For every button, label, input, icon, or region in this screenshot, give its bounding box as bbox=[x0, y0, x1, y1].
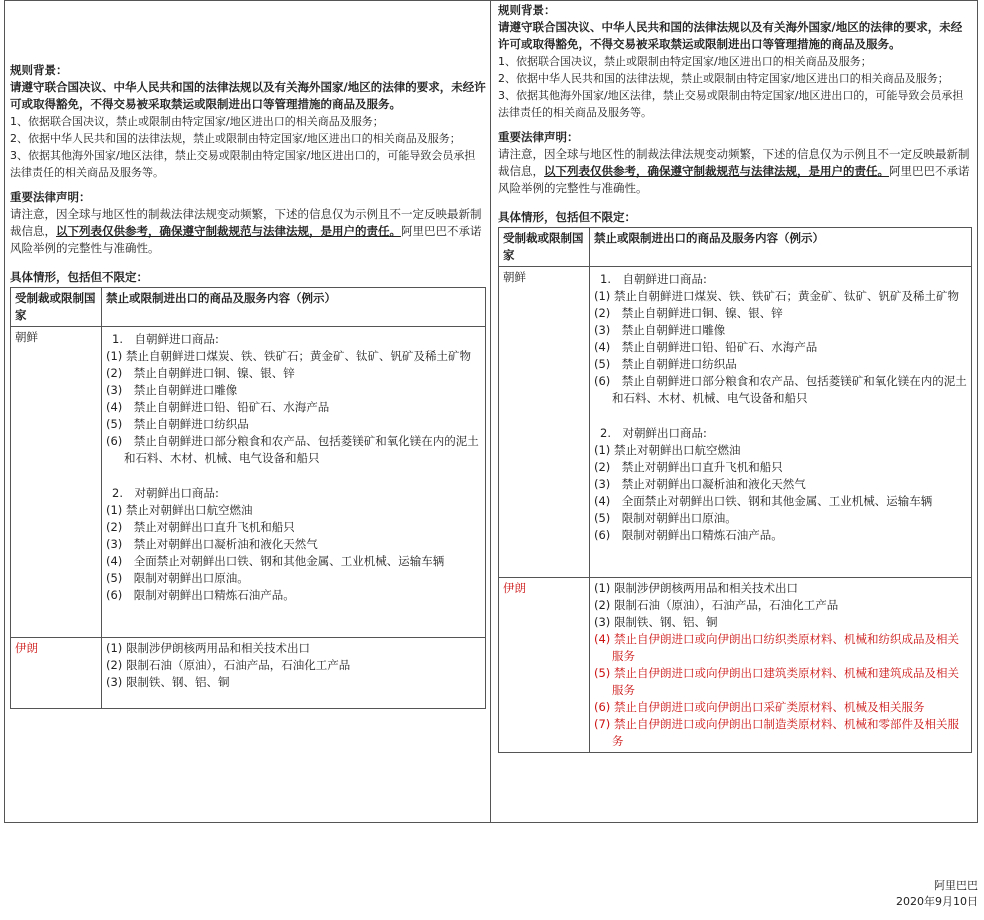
list-item: (4) 全面禁止对朝鲜出口铁、钢和其他金属、工业机械、运输车辆 bbox=[594, 494, 933, 508]
list-item: (2) 禁止对朝鲜出口直升飞机和船只 bbox=[106, 520, 295, 534]
right-column bbox=[498, 2, 972, 753]
legal-text-pre: 请注意，因全球与地区性的制裁法律法规变动频繁，下述的信息仅为示例且不一定反映最新制裁信息， bbox=[10, 207, 482, 238]
group-title: 1. 自朝鲜进口商品: bbox=[112, 332, 219, 346]
legal-title: 重要法律声明： bbox=[498, 130, 579, 144]
table-row bbox=[11, 327, 486, 638]
rule-item: 1、依据联合国决议，禁止或限制由特定国家/地区进出口的相关商品及服务； bbox=[10, 115, 384, 128]
rule-item: 2、依据中华人民共和国的法律法规，禁止或限制由特定国家/地区进出口的相关商品及服务； bbox=[498, 72, 949, 85]
list-item-added: (4) 禁止自伊朗进口或向伊朗出口纺织类原材料、机械和纺织成品及相关服务 bbox=[594, 632, 959, 663]
footer-company: 阿里巴巴 bbox=[934, 879, 978, 892]
group-title: 2. 对朝鲜出口商品: bbox=[600, 426, 707, 440]
legal-section bbox=[10, 189, 486, 257]
sanctions-table bbox=[498, 227, 972, 753]
legal-text-post: 阿里巴巴不承诺风险举例的完整性与准确性。 bbox=[498, 164, 970, 195]
list-item: (3) 禁止自朝鲜进口雕像 bbox=[594, 323, 726, 337]
content-cell bbox=[590, 578, 972, 753]
country-cell: 朝鲜 bbox=[11, 327, 102, 638]
list-item-added: (7) 禁止自伊朗进口或向伊朗出口制造类原材料、机械和零部件及相关服务 bbox=[594, 717, 959, 748]
list-item: (3) 禁止对朝鲜出口凝析油和液化天然气 bbox=[594, 477, 806, 491]
list-item: (6) 限制对朝鲜出口精炼石油产品。 bbox=[594, 528, 783, 542]
list-item: (3) 限制铁、钢、铝、铜 bbox=[106, 675, 230, 689]
legal-text bbox=[10, 206, 486, 257]
legal-title: 重要法律声明： bbox=[10, 190, 91, 204]
legal-text-post: 阿里巴巴不承诺风险举例的完整性与准确性。 bbox=[10, 224, 482, 255]
background-label: 规则背景： bbox=[498, 3, 556, 17]
list-item-added: (5) 禁止自伊朗进口或向伊朗出口建筑类原材料、机械和建筑成品及相关服务 bbox=[594, 666, 959, 697]
list-item: (2) 限制石油（原油），石油产品，石油化工产品 bbox=[106, 658, 351, 672]
legal-text-emphasis: 以下列表仅供参考，确保遵守制裁规范与法律法规，是用户的责任。 bbox=[544, 164, 889, 178]
list-item: (1) 限制涉伊朗核两用品和相关技术出口 bbox=[594, 581, 798, 595]
background-label: 规则背景： bbox=[10, 63, 68, 77]
table-header-row bbox=[499, 228, 972, 267]
rule-item: 3、依据其他海外国家/地区法律，禁止交易或限制由特定国家/地区进出口的，可能导致会员承担法律责任的相关商品及服务等。 bbox=[10, 149, 476, 179]
list-item: (4) 全面禁止对朝鲜出口铁、钢和其他金属、工业机械、运输车辆 bbox=[106, 554, 445, 568]
list-item: (1) 禁止对朝鲜出口航空燃油 bbox=[594, 443, 741, 457]
cases-title: 具体情形，包括但不限定： bbox=[498, 210, 636, 224]
sanctions-table bbox=[10, 287, 486, 709]
group-title: 2. 对朝鲜出口商品: bbox=[112, 486, 219, 500]
list-item: (5) 限制对朝鲜出口原油。 bbox=[106, 571, 249, 585]
list-item: (5) 限制对朝鲜出口原油。 bbox=[594, 511, 737, 525]
list-item: (1) 禁止自朝鲜进口煤炭、铁、铁矿石；黄金矿、钛矿、钒矿及稀土矿物 bbox=[594, 289, 959, 303]
list-item: (4) 禁止自朝鲜进口铅、铅矿石、水海产品 bbox=[106, 400, 330, 414]
list-item: (3) 禁止对朝鲜出口凝析油和液化天然气 bbox=[106, 537, 318, 551]
list-item: (5) 禁止自朝鲜进口纺织品 bbox=[106, 417, 249, 431]
list-item: (2) 禁止自朝鲜进口铜、镍、银、锌 bbox=[106, 366, 295, 380]
header-country: 受制裁或限制国家 bbox=[499, 228, 590, 267]
rule-item: 2、依据中华人民共和国的法律法规，禁止或限制由特定国家/地区进出口的相关商品及服务； bbox=[10, 132, 461, 145]
footer-date: 2020年9月10日 bbox=[896, 895, 978, 908]
list-item: (5) 禁止自朝鲜进口纺织品 bbox=[594, 357, 737, 371]
table-header-row bbox=[11, 288, 486, 327]
cases-title: 具体情形，包括但不限定： bbox=[10, 270, 148, 284]
legal-section bbox=[498, 129, 972, 197]
column-divider bbox=[490, 0, 491, 823]
legal-text-pre: 请注意，因全球与地区性的制裁法律法规变动频繁，下述的信息仅为示例且不一定反映最新制裁信息， bbox=[498, 147, 970, 178]
background-statement: 请遵守联合国决议、中华人民共和国的法律法规以及有关海外国家/地区的法律的要求，未经许可或取得豁免，不得交易被采取禁运或限制进出口等管理措施的商品及服务。 bbox=[498, 20, 963, 51]
header-content: 禁止或限制进出口的商品及服务内容（例示） bbox=[102, 288, 486, 327]
rule-item: 3、依据其他海外国家/地区法律，禁止交易或限制由特定国家/地区进出口的，可能导致会员承担法律责任的相关商品及服务等。 bbox=[498, 89, 964, 119]
table-row bbox=[499, 267, 972, 578]
list-item: (4) 禁止自朝鲜进口铅、铅矿石、水海产品 bbox=[594, 340, 818, 354]
list-item: (2) 限制石油（原油），石油产品，石油化工产品 bbox=[594, 598, 839, 612]
list-item: (1) 限制涉伊朗核两用品和相关技术出口 bbox=[106, 641, 310, 655]
left-column bbox=[10, 62, 486, 709]
header-country: 受制裁或限制国家 bbox=[11, 288, 102, 327]
list-item: (1) 禁止自朝鲜进口煤炭、铁、铁矿石；黄金矿、钛矿、钒矿及稀土矿物 bbox=[106, 349, 471, 363]
table-row bbox=[499, 578, 972, 753]
list-item: (6) 禁止自朝鲜进口部分粮食和农产品、包括菱镁矿和氧化镁在内的泥土和石料、木材、机械、电气设备和船只 bbox=[106, 434, 479, 465]
rule-item: 1、依据联合国决议，禁止或限制由特定国家/地区进出口的相关商品及服务； bbox=[498, 55, 872, 68]
rules-list bbox=[498, 53, 972, 121]
list-item: (1) 禁止对朝鲜出口航空燃油 bbox=[106, 503, 253, 517]
content-cell bbox=[102, 327, 486, 638]
list-item: (3) 限制铁、钢、铝、铜 bbox=[594, 615, 718, 629]
list-item-added: (6) 禁止自伊朗进口或向伊朗出口采矿类原材料、机械及相关服务 bbox=[594, 700, 925, 714]
rules-list bbox=[10, 113, 486, 181]
background-statement: 请遵守联合国决议、中华人民共和国的法律法规以及有关海外国家/地区的法律的要求，未经许可或取得豁免，不得交易被采取禁运或限制进出口等管理措施的商品及服务。 bbox=[10, 80, 486, 111]
table-row bbox=[11, 638, 486, 709]
list-item: (3) 禁止自朝鲜进口雕像 bbox=[106, 383, 238, 397]
country-cell: 朝鲜 bbox=[499, 267, 590, 578]
country-cell: 伊朗 bbox=[499, 578, 590, 753]
header-content: 禁止或限制进出口的商品及服务内容（例示） bbox=[590, 228, 972, 267]
footer bbox=[896, 878, 978, 910]
content-cell bbox=[590, 267, 972, 578]
group-title: 1. 自朝鲜进口商品: bbox=[600, 272, 707, 286]
list-item: (6) 禁止自朝鲜进口部分粮食和农产品、包括菱镁矿和氧化镁在内的泥土和石料、木材、机械、电气设备和船只 bbox=[594, 374, 967, 405]
list-item: (2) 禁止对朝鲜出口直升飞机和船只 bbox=[594, 460, 783, 474]
legal-text bbox=[498, 146, 972, 197]
legal-text-emphasis: 以下列表仅供参考，确保遵守制裁规范与法律法规，是用户的责任。 bbox=[56, 224, 401, 238]
country-cell: 伊朗 bbox=[11, 638, 102, 709]
list-item: (2) 禁止自朝鲜进口铜、镍、银、锌 bbox=[594, 306, 783, 320]
list-item: (6) 限制对朝鲜出口精炼石油产品。 bbox=[106, 588, 295, 602]
content-cell bbox=[102, 638, 486, 709]
